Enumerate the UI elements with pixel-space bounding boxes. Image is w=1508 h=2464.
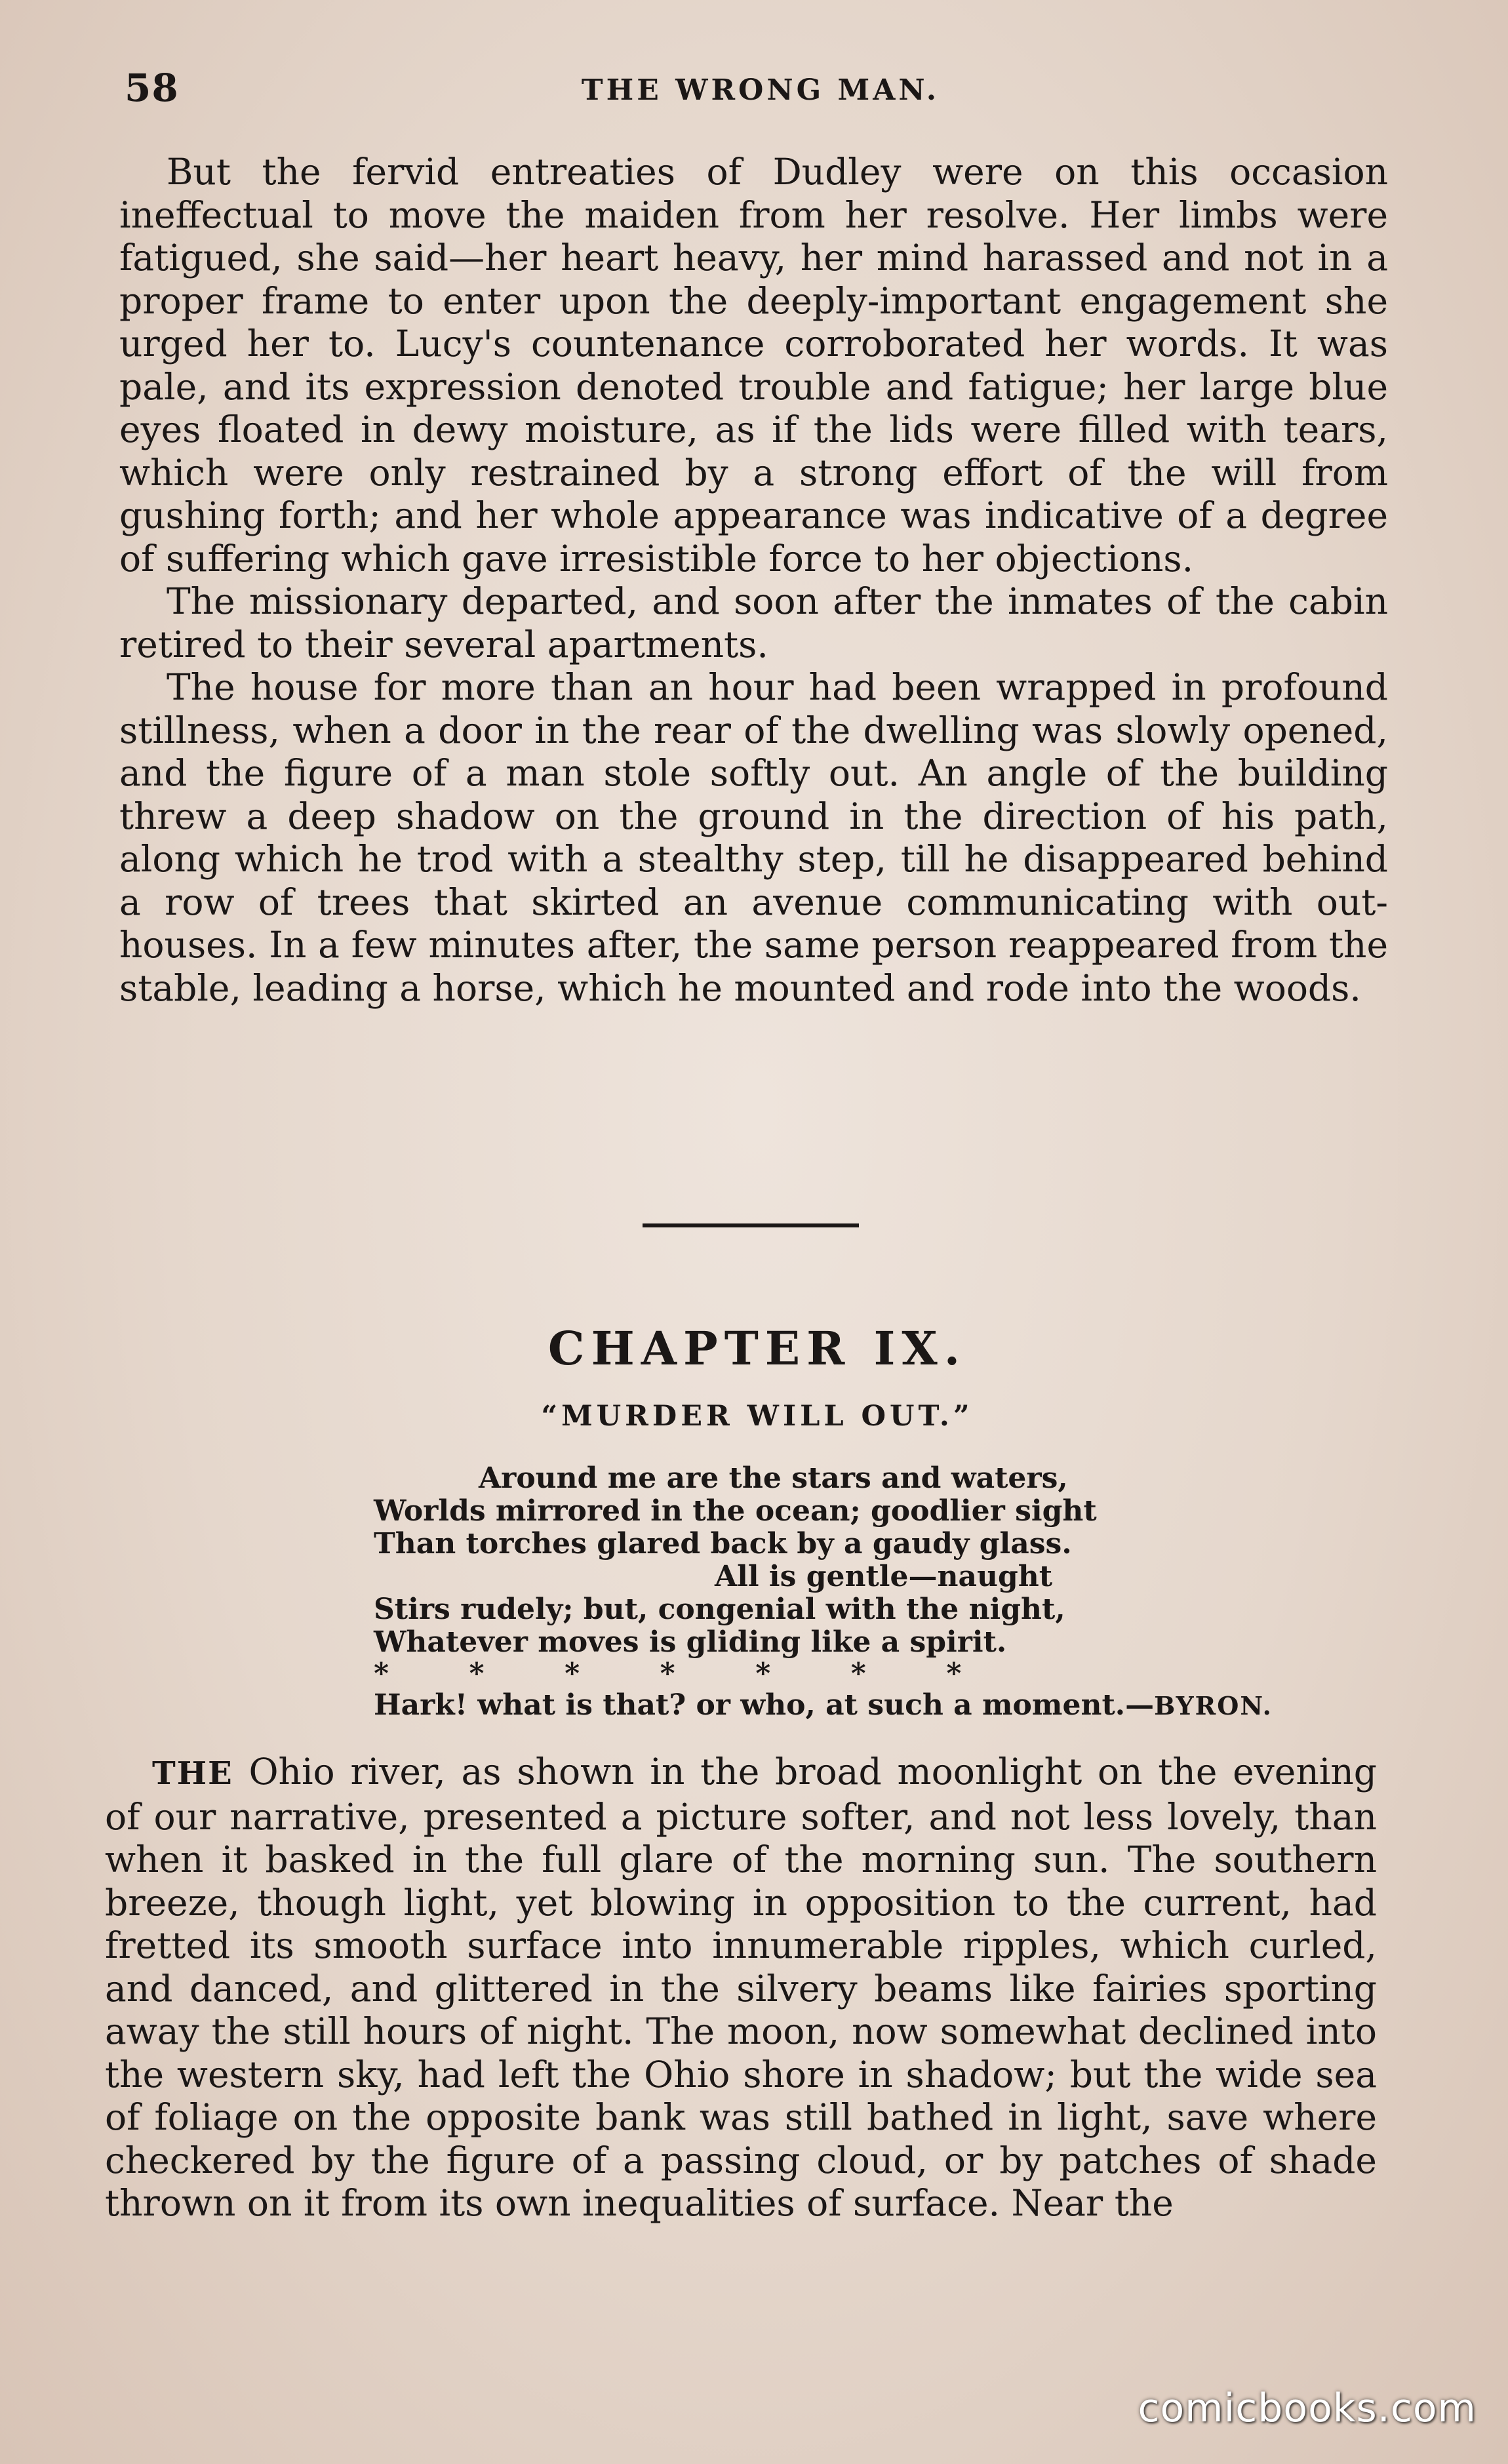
running-title: THE WRONG MAN. xyxy=(581,73,940,107)
epigraph-asterisks: * * * * * * * xyxy=(374,1657,962,1690)
opening-word: THE xyxy=(152,1755,233,1792)
running-head xyxy=(125,66,1397,118)
section-divider-rule xyxy=(643,1223,859,1227)
chapter-subtitle: “MURDER WILL OUT.” xyxy=(541,1400,974,1433)
watermark: comicbooks.com xyxy=(1138,2385,1477,2431)
epigraph-last-line-text: Hark! what is that? or who, at such a moment.— xyxy=(374,1688,1155,1722)
paragraph xyxy=(105,1751,1377,2225)
paragraph: But the fervid entreaties of Dudley were on this occasion ineffectual to move the maiden from her resolve. Her limbs were fatigued, she said—her heart heavy, her mind harassed and not in a proper frame to enter upon the deeply-important engagement she urged her to. Lucy's countenance corroborated her words. It was pale, and its expression denoted trouble and fatigue; her large blue eyes floated in dewy moisture, as if the lids were filled with tears, which were only restrained by a strong effort of the will from gushing forth; and her whole appearance was indicative of a degree of suffering which gave irresistible force to her objections. xyxy=(119,151,1388,580)
paragraph: The house for more than an hour had been wrapped in profound stillness, when a door in the rear of the dwelling was slowly opened, and the figure of a man stole softly out. An angle of the building threw a deep shadow on the ground in the direction of his path, along which he trod with a stealthy step, till he disappeared behind a row of trees that skirted an avenue communicating with out-houses. In a few minutes after, the same person reappeared from the stable, leading a horse, which he mounted and rode into the woods. xyxy=(119,666,1388,1009)
epigraph-line: Worlds mirrored in the ocean; goodlier sight xyxy=(374,1494,1097,1528)
paragraph: The missionary departed, and soon after the inmates of the cabin retired to their several apartments. xyxy=(119,580,1388,666)
top-text-block xyxy=(119,151,1388,1010)
epigraph xyxy=(374,1462,1357,1722)
epigraph-line: Stirs rudely; but, congenial with the night, xyxy=(374,1593,1065,1626)
page-number: 58 xyxy=(125,66,179,110)
bottom-text-block xyxy=(105,1751,1377,2225)
epigraph-line: Than torches glared back by a gaudy glass. xyxy=(374,1527,1072,1560)
epigraph-line: All is gentle—naught xyxy=(715,1560,1053,1593)
paragraph-text: Ohio river, as shown in the broad moonlight on the evening of our narrative, presented a picture softer, and not less lovely, than when it basked in the full glare of the morning sun. The southern breeze, though light, yet blowing in opposition to the current, had fretted its smooth surface into innumerable ripples, which curled, and danced, and glittered in the silvery beams like fairies sporting away the still hours of night. The moon, now somewhat declined into the western sky, had left the Ohio shore in shadow; but the wide sea of foliage on the opposite bank was still bathed in light, save where checkered by the figure of a passing cloud, or by patches of shade thrown on it from its own inequalities of surface. Near the xyxy=(105,1751,1377,2224)
epigraph-line: Around me are the stars and waters, xyxy=(479,1461,1068,1495)
epigraph-attribution: BYRON. xyxy=(1154,1691,1273,1720)
epigraph-line: Whatever moves is gliding like a spirit. xyxy=(374,1625,1007,1659)
chapter-heading: CHAPTER IX. xyxy=(547,1321,967,1376)
epigraph-last-line xyxy=(374,1689,1357,1722)
